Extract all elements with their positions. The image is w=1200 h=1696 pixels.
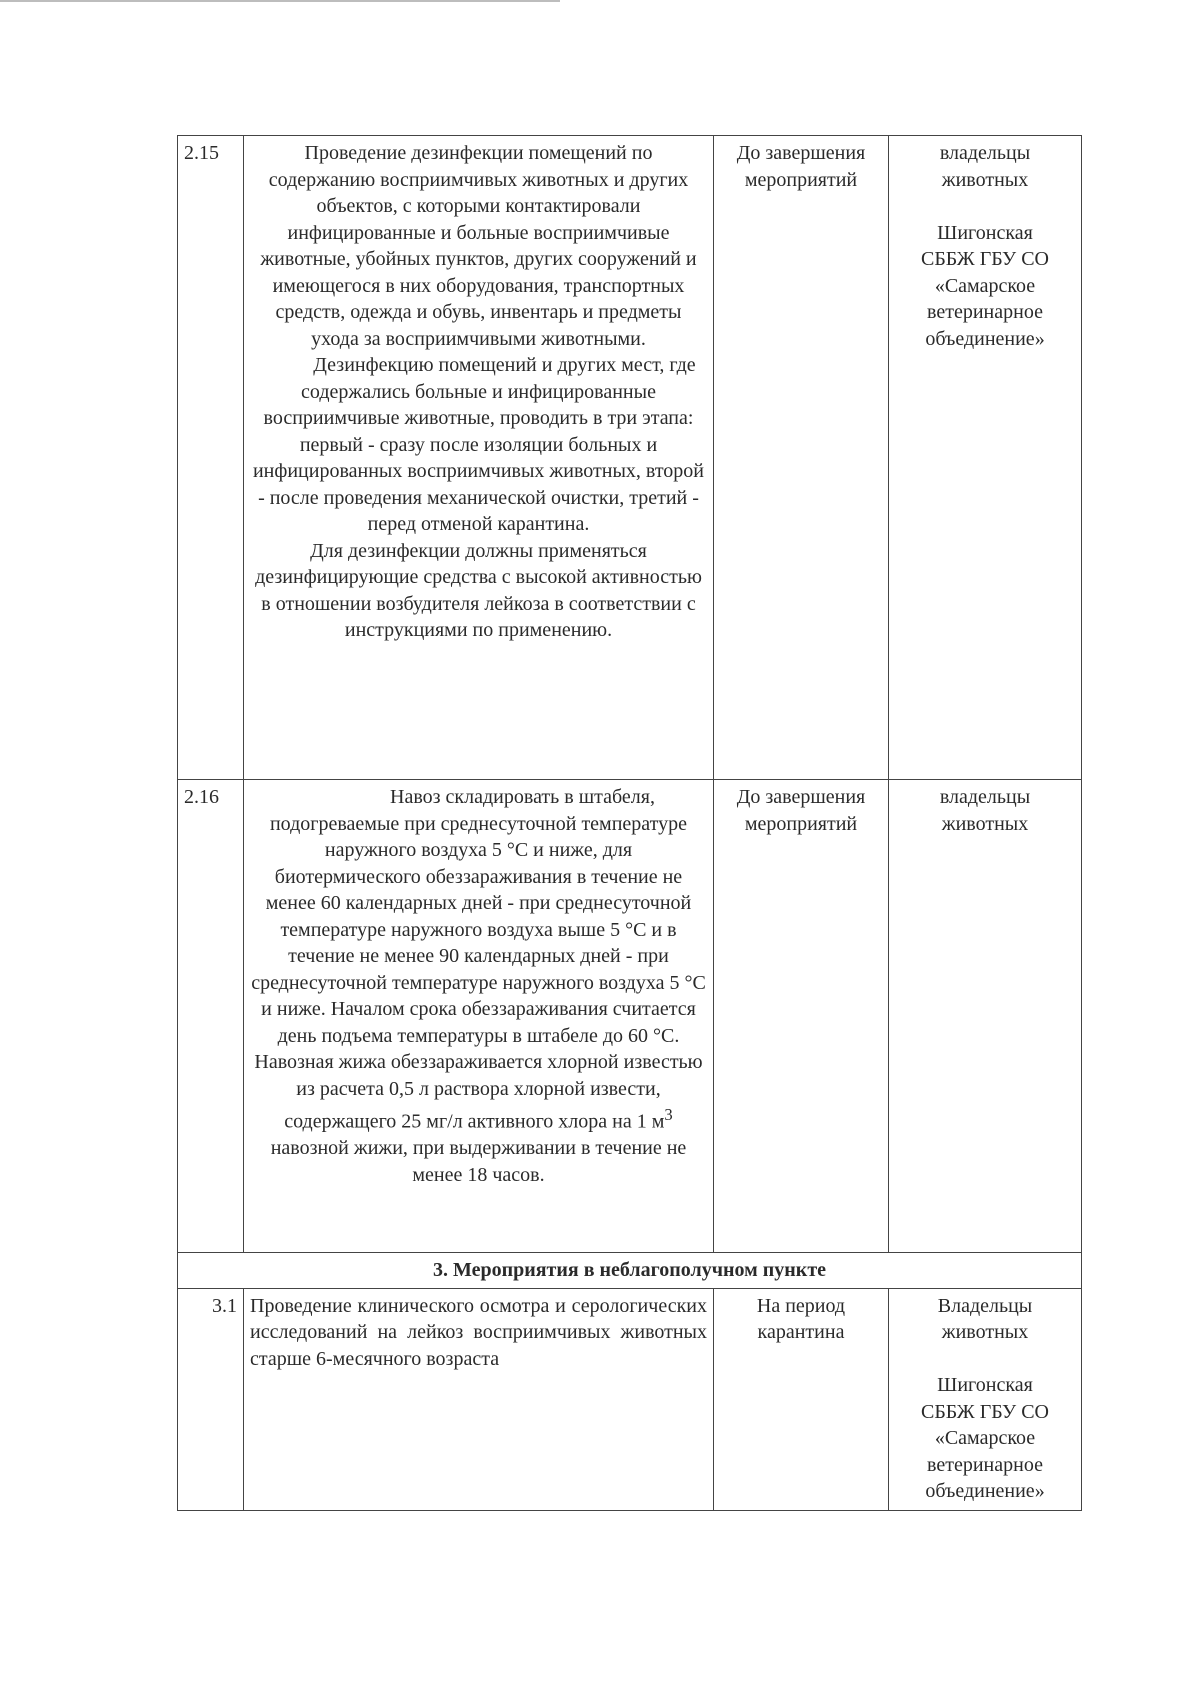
- action-paragraph: Для дезинфекции должны применяться дезинфицирующие средства с высокой активностью в отношении возбудителя лейкоза в соответствии с инструкциями по применению.: [255, 539, 702, 641]
- responsible-org-line: ветеринарное: [927, 1453, 1043, 1476]
- responsible-org-line: «Самарское: [934, 1427, 1036, 1449]
- section-title: 3. Мероприятия в неблагополучном пункте: [178, 1253, 1082, 1289]
- table-row: [178, 1288, 1082, 1510]
- responsible-org-line: Шигонская: [937, 221, 1033, 244]
- responsible-org-line: «Самарское: [934, 274, 1036, 297]
- responsible-cell: [889, 780, 1082, 1253]
- table-row: [178, 136, 1082, 780]
- term-cell: До завершения мероприятий: [714, 780, 889, 1253]
- responsible-owners: Владельцы животных: [937, 1294, 1033, 1343]
- responsible-org-line: СББЖ ГБУ СО: [920, 248, 1050, 270]
- section-row: [178, 1253, 1082, 1289]
- responsible-org-line: Шигонская: [937, 1374, 1033, 1396]
- responsible-owners: владельцы животных: [939, 142, 1031, 191]
- responsible-cell: [889, 136, 1082, 780]
- row-number: 2.16: [178, 780, 244, 1253]
- action-cell: [244, 136, 714, 780]
- row-number: 2.15: [178, 136, 244, 780]
- measures-table: [177, 135, 1082, 1511]
- responsible-cell: [889, 1288, 1082, 1510]
- responsible-org-line: СББЖ ГБУ СО: [920, 1400, 1050, 1423]
- responsible-org-line: объединение»: [925, 327, 1045, 350]
- action-paragraph: Проведение дезинфекции помещений по содержанию восприимчивых животных и других объектов, с которыми контактировали инфицированные и больные восприимчивые животные, убойных пунктов, других сооружений и имеющегося в них оборудования, транспортных средств, одежда и обувь, инвентарь и предметы ухода за восприимчивыми животными.: [260, 142, 697, 350]
- action-paragraph: Навоз складировать в штабеля, подогреваемые при среднесуточной температуре наружного воздуха 5 °C и ниже, для биотермического обеззараживания в течение не менее 60 календарных дней - при среднесуточной температуре наружного воздуха выше 5 °C и в течение не менее 90 календарных дней - при среднесуточной температуре наружного воздуха 5 °C и ниже. Началом срока обеззараживания считается день подъема температуры в штабеле до 60 °C. Навозная жижа обеззараживается хлорной известью из расчета 0,5 л раствора хлорной извести, содержащего 25 мг/л активного хлора на 1 $м^3$ навозной жижи, при выдерживании в течение не менее 18 часов.: [251, 786, 706, 1186]
- term-cell: До завершения мероприятий: [714, 136, 889, 780]
- responsible-owners: владельцы животных: [939, 786, 1031, 835]
- row-number: 3.1: [178, 1288, 244, 1510]
- action-cell: [244, 780, 714, 1253]
- superscript: 3: [664, 1105, 673, 1124]
- responsible-org-line: объединение»: [925, 1480, 1045, 1502]
- table-row: [178, 780, 1082, 1253]
- term-cell: На период карантина: [714, 1288, 889, 1510]
- page-top-edge: [0, 0, 560, 2]
- responsible-org-line: ветеринарное: [927, 301, 1043, 323]
- action-cell: Проведение клинического осмотра и серологических исследований на лейкоз восприимчивых животных старше 6-месячного возраста: [244, 1288, 714, 1510]
- action-paragraph: Дезинфекцию помещений и других мест, где содержались больные и инфицированные восприимчивые животные, проводить в три этапа: первый - сразу после изоляции больных и инфицированных восприимчивых животных, второй - после проведения механической очистки, третий - перед отменой карантина.: [252, 354, 705, 535]
